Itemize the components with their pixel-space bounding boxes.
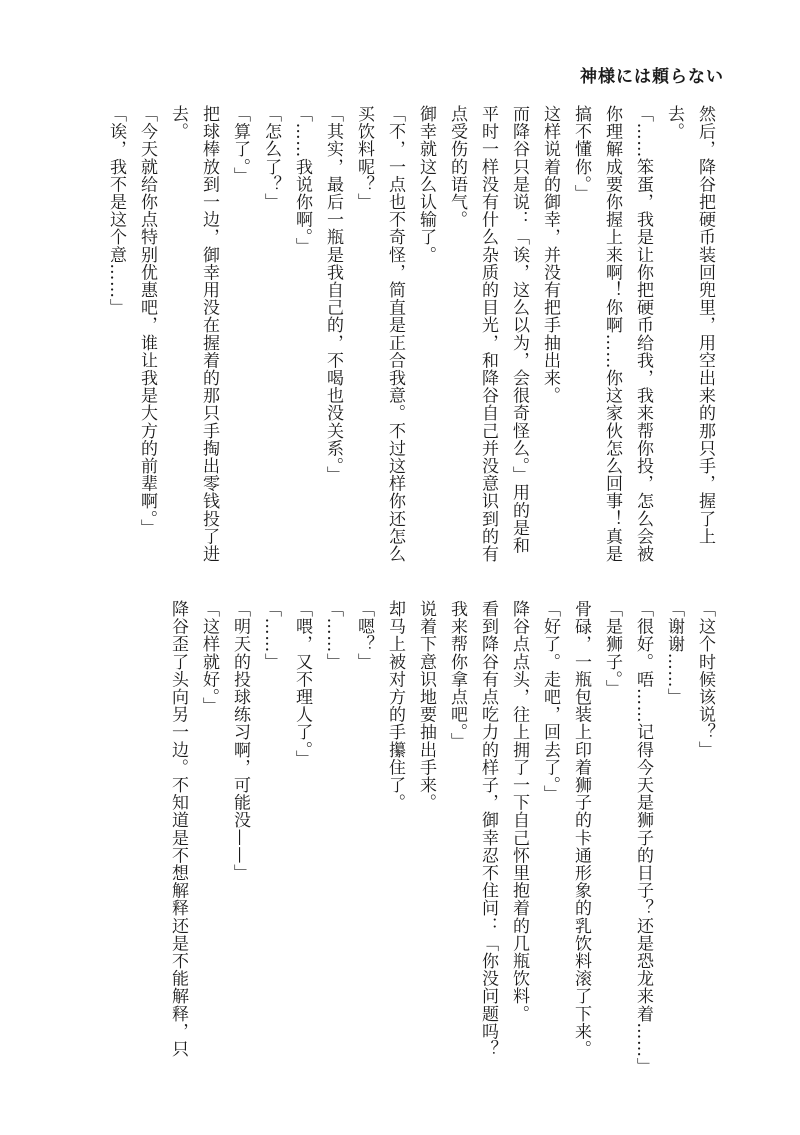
paragraph: 「……」 — [323, 600, 343, 671]
paragraph: 御幸就这么认输了。 — [416, 105, 436, 264]
paragraph: 「……我说你啊。」 — [292, 105, 312, 255]
paragraph: 「怎么了？」 — [261, 105, 281, 211]
paragraph: 「谢谢……」 — [664, 600, 684, 706]
page-title: 神様には頼らない — [580, 67, 724, 87]
paragraph: 降谷歪了头向另一边。不知道是不想解释还是不能解释，只 — [168, 600, 188, 1058]
paragraph: 「今天就给你点特别优惠吧，谁让我是大方的前辈啊。」 — [137, 105, 157, 537]
top-text-block — [80, 105, 720, 565]
paragraph: 「其实，最后一瓶是我自己的，不喝也没关系。」 — [323, 105, 343, 484]
paragraph: 而降谷只是说：「诶，这么以为，会很奇怪么。」用的是和平时一样没有什么杂质的目光，和降谷自己并没意识到的有点受伤的语气。 — [447, 105, 529, 563]
paragraph: 「嗯？」 — [354, 600, 374, 671]
paragraph: 「是狮子。」 — [602, 600, 622, 698]
paragraph: 然后，降谷把硬币装回兜里，用空出来的那只手，握了上去。 — [664, 105, 715, 545]
paragraph: 降谷点点头，往上拥了一下自己怀里抱着的几瓶饮料。 — [509, 600, 529, 1023]
paragraph: 「不，一点也不奇怪，简直是正合我意。不过这样你还怎么买饮料呢？」 — [354, 105, 405, 563]
paragraph: 「很好。唔……记得今天是狮子的日子？还是恐龙来着……」 — [633, 600, 653, 1076]
paragraph: 「喂，又不理人了。」 — [292, 600, 312, 768]
paragraph: 「这样就好。」 — [199, 600, 219, 715]
paragraph: 看到降谷有点吃力的样子，御幸忍不住问：「你没问题吗？我来帮你拿点吧。」 — [447, 600, 498, 1058]
paragraph: 「……」 — [261, 600, 281, 671]
paragraph: 骨碌，一瓶包装上印着狮子的卡通形象的乳饮料滚了下来。 — [571, 600, 591, 1058]
bottom-text-block — [80, 600, 720, 1076]
paragraph: 这样说着的御幸，并没有把手抽出来。 — [540, 105, 560, 405]
paragraph: 把球棒放到一边，御幸用没在握着的那只手掏出零钱投了进去。 — [168, 105, 219, 563]
paragraph: 却马上被对方的手攥住了。 — [385, 600, 405, 812]
paragraph: 「算了。」 — [230, 105, 250, 185]
paragraph: 「好了。走吧，回去了。」 — [540, 600, 560, 803]
paragraph: 说着下意识地要抽出手来。 — [416, 600, 436, 812]
paragraph: 「明天的投球练习啊，可能没——」 — [230, 600, 250, 882]
paragraph: 「这个时候该说？」 — [695, 600, 715, 759]
paragraph: 「……笨蛋，我是让你把硬币给我，我来帮你投，怎么会被你理解成要你握上来啊！你啊……你这家伙怎么回事！真是搞不懂你。」 — [571, 105, 653, 563]
paragraph: 「诶，我不是这个意……」 — [106, 105, 126, 317]
